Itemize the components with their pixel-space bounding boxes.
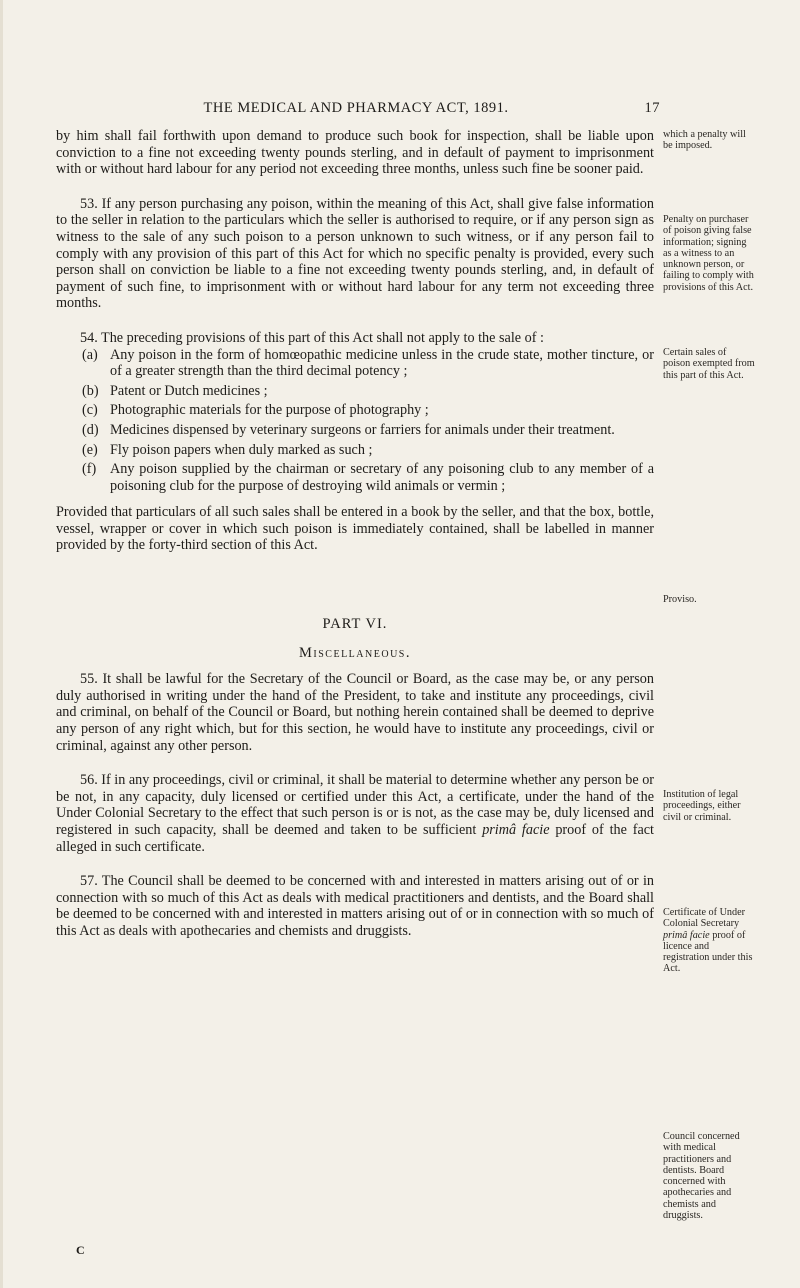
margin-note: which a penalty will be imposed. [663,129,746,152]
section-56-text-end: proof of the fact alleged in such certificate. [56,822,654,855]
section-54: 54. The preceding provisions of this part of this Act shall not apply to the sale of : [80,329,544,346]
item-label: (b) [82,382,99,399]
margin-note-text-end: proof of licence and registration under this Act. [663,929,753,975]
list-item [56,442,654,459]
list-item [56,402,654,419]
list-item [56,422,654,439]
list-item [56,461,654,494]
item-text: Any poison supplied by the chairman or secretary of any poisoning club to any member of a poisoning club for the purpose of destroying wild animals or vermin ; [110,461,654,494]
margin-note: Certain sales of poison exempted from this part of this Act. [663,347,755,381]
section-56-italic: primâ facie [482,822,550,838]
section-57: 57. The Council shall be deemed to be concerned with and interested in matters arising out of or in connection with so much of this Act as deals with medical practitioners and dentists, and the Board shall be deemed to be concerned with and interested in matters arising out of or in connection with so much of this Act as deals with apothecaries and chemists and druggists. [56,873,654,939]
section-56-text: 56. If in any proceedings, civil or criminal, it shall be material to determine whether any person be or be not, in any capacity, duly licensed or certified under this Act, a certificate, under the hand of the Under Colonial Secretary to the effect that such person is or is not, as the case may be, duly licensed and registered in such capacity, shall be deemed and taken to be sufficient [56,772,655,838]
section-55: 55. It shall be lawful for the Secretary of the Council or Board, as the case may be, or any person duly authorised in writing under the hand of the President, to take and institute any proceedings, civil and criminal, on behalf of the Council or Board, but nothing herein contained shall be deemed to deprive any person of any right which, but for this section, he would have to institute any proceedings, civil or criminal, against any other person. [56,671,654,754]
margin-note: Proviso. [663,594,697,605]
running-title: THE MEDICAL AND PHARMACY ACT, 1891. [203,100,509,116]
item-text: Fly poison papers when duly marked as such ; [110,441,373,458]
section-56 [56,772,654,855]
margin-note: Institution of legal proceedings, either civil or criminal. [663,789,741,823]
item-label: (a) [82,346,98,363]
proviso-paragraph: Provided that particulars of all such sales shall be entered in a book by the seller, and that the box, bottle, vessel, wrapper or cover in which such poison is immediately contained, shall be labelled in manner provided by the forty-third section of this Act. [56,504,654,554]
section-heading: Miscellaneous. [299,644,411,661]
part-heading: PART VI. [322,616,388,633]
item-text: Medicines dispensed by veterinary surgeons or farriers for animals under their treatment. [110,421,615,438]
item-text: Photographic materials for the purpose of photography ; [110,402,429,419]
margin-note: Council concerned with medical practitioners and dentists. Board concerned with apothecaries and chemists and druggists. [663,1131,740,1222]
margin-note-italic: primâ facie [663,929,710,941]
margin-note-text: Certificate of Under Colonial Secretary [663,907,746,930]
item-label: (c) [82,402,98,419]
item-label: (d) [82,421,99,438]
page-number: 17 [644,100,660,116]
item-label: (e) [82,441,98,458]
paragraph-continuation: by him shall fail forthwith upon demand to produce such book for inspection, shall be liable upon conviction to a fine not exceeding twenty pounds sterling, and in default of payment to imprisonment with or without hard labour for any period not exceeding three months, unless such fine be sooner paid. [56,128,654,178]
section-53: 53. If any person purchasing any poison, within the meaning of this Act, shall give false information to the seller in relation to the particulars which the seller is authorised to require, or if any person sign as witness to the sale of any such poison to a person unknown to such witness, or if any person fail to comply with any provision of this part of this Act for which no specific penalty is provided, every such person shall on conviction be liable to a fine not exceeding twenty pounds sterling, and, in default of payment of such fine, to imprisonment with or without hard labour for any term not exceeding three months. [56,195,654,312]
item-text: Any poison in the form of homœopathic medicine unless in the crude state, mother tincture, or of a greater strength than the third decimal potency ; [110,346,654,380]
signature-mark: C [76,1243,85,1257]
margin-note [663,907,755,975]
item-label: (f) [82,461,97,478]
list-item [56,383,654,400]
gutter-shadow [0,0,3,1288]
main-text [56,128,654,940]
list-item [56,347,654,380]
margin-note: Penalty on purchaser of poison giving false information; signing as a witness to an unknown person, or failing to comply with provisions of this Act. [663,214,754,293]
item-text: Patent or Dutch medicines ; [110,382,268,399]
